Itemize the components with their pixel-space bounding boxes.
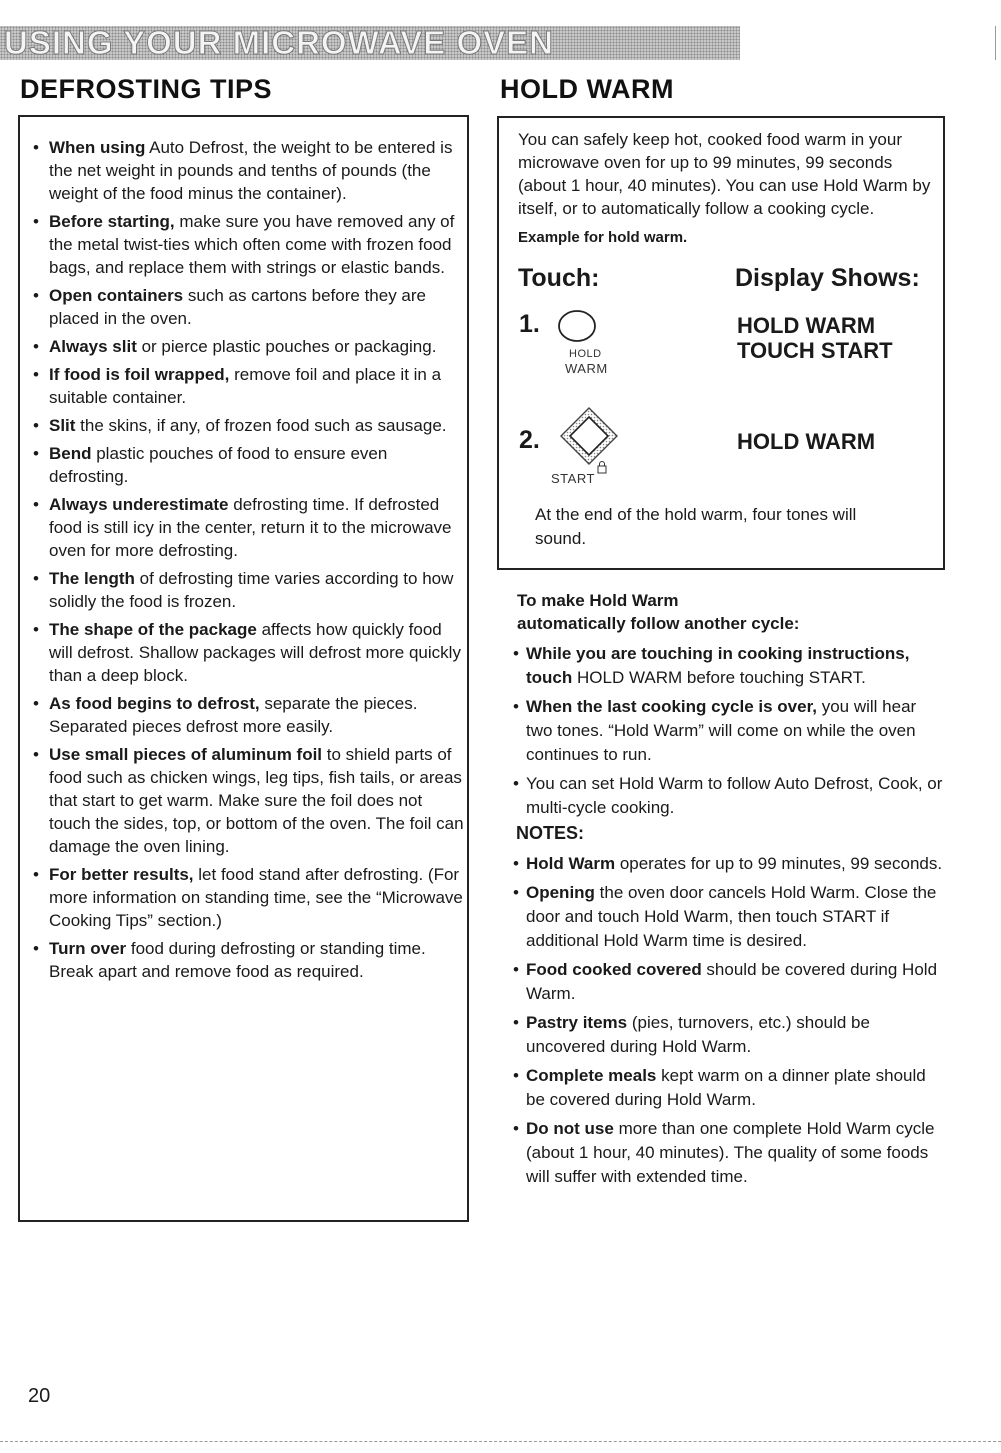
list-item: • While you are touching in cooking instructions, touch HOLD WARM before touching START. [513,644,910,687]
list-item: • If food is foil wrapped, remove foil and place it in a suitable container. [33,365,442,407]
start-key-label: START [551,471,595,486]
list-item: • Always underestimate defrosting time. If defrosted food is still icy in the center, return it to the microwave oven for more defrosting. [33,495,452,560]
display-hold-warm: HOLD WARM [737,429,876,454]
defrosting-tips-box [18,115,469,1222]
list-item: • The length of defrosting time varies according to how solidly the food is frozen. [33,569,454,611]
list-item: • When using Auto Defrost, the weight to be entered is the net weight in pounds and tenths of pounds (the weight of the food minus the container). [33,138,453,203]
list-item: • The shape of the package affects how quickly food will defrost. Shallow packages will defrost more quickly than a deep block. [33,620,461,685]
hold-warm-title: HOLD WARM [500,74,674,104]
hold-warm-intro: You can safely keep hot, cooked food warm in your microwave oven for up to 99 minutes, 99 seconds (about 1 hour, 40 minutes). You can use Hold Warm by itself, or to automatically follow a cooking cycle. [518,130,931,218]
auto-title-line-1: To make Hold Warm [517,591,679,610]
display-hold-warm: HOLD WARM [737,313,876,338]
display-header: Display Shows: [735,264,920,292]
list-item: • Complete meals kept warm on a dinner plate should be covered during Hold Warm. [513,1066,926,1109]
bottom-rule [0,1441,1001,1443]
list-item: • Always slit or pierce plastic pouches or packaging. [33,337,437,356]
touch-header: Touch: [518,264,600,292]
banner-title: USING YOUR MICROWAVE OVEN [4,24,555,61]
hold-warm-key-icon[interactable] [557,306,597,346]
step-number: 1. [519,310,540,338]
auto-title-line-2: automatically follow another cycle: [517,614,800,633]
list-item: • Turn over food during defrosting or standing time. Break apart and remove food as required. [33,939,426,981]
notes-title: NOTES: [516,823,585,843]
list-item: • You can set Hold Warm to follow Auto Defrost, Cook, or multi-cycle cooking. [513,774,943,817]
list-item: • Before starting, make sure you have removed any of the metal twist-ties which often come with frozen food bags, and replace them with strings or elastic bands. [33,212,455,277]
defrosting-tips-title: DEFROSTING TIPS [20,74,273,104]
display-touch-start: TOUCH START [737,338,893,363]
list-item: • Slit the skins, if any, of frozen food such as sausage. [33,416,447,435]
page-number: 20 [28,1385,51,1407]
warm-key-label: WARM [565,361,608,376]
hold-warm-box [497,116,945,570]
list-item: • Bend plastic pouches of food to ensure even defrosting. [33,444,388,486]
list-item: • Use small pieces of aluminum foil to shield parts of food such as chicken wings, leg tips, fish tails, or areas that start to get warm. Make sure the foil does not touch the sides, top, or bottom of the oven. The foil can damage the oven lining. [33,745,464,856]
defrosting-tips-list [33,136,465,988]
list-item: • For better results, let food stand after defrosting. (For more information on standing time, see the “Microwave Cooking Tips” section.) [33,865,463,930]
step-number: 2. [519,426,540,454]
header-banner [0,26,740,60]
list-item: • When the last cooking cycle is over, you will hear two tones. “Hold Warm” will come on while the oven continues to run. [513,697,917,764]
auto-follow-list [513,642,943,825]
lock-icon [597,460,607,474]
example-label: Example for hold warm. [518,229,688,246]
list-item: • As food begins to defrost, separate the pieces. Separated pieces defrost more easily. [33,694,418,736]
auto-follow-title [517,589,799,635]
list-item: • Food cooked covered should be covered during Hold Warm. [513,960,938,1003]
notes-list [513,852,943,1194]
hold-key-label: HOLD [569,348,602,360]
banner-divider [995,26,996,60]
list-item: • Hold Warm operates for up to 99 minutes, 99 seconds. [513,854,943,873]
end-note: At the end of the hold warm, four tones will sound. [535,505,857,548]
list-item: • Opening the oven door cancels Hold Warm. Close the door and touch Hold Warm, then touch START if additional Hold Warm time is desired. [513,883,937,950]
start-key-icon[interactable] [557,404,621,468]
list-item: • Do not use more than one complete Hold Warm cycle (about 1 hour, 40 minutes). The quality of some foods will suffer with extended time. [513,1119,935,1186]
list-item: • Pastry items (pies, turnovers, etc.) should be uncovered during Hold Warm. [513,1013,870,1056]
list-item: • Open containers such as cartons before they are placed in the oven. [33,286,426,328]
